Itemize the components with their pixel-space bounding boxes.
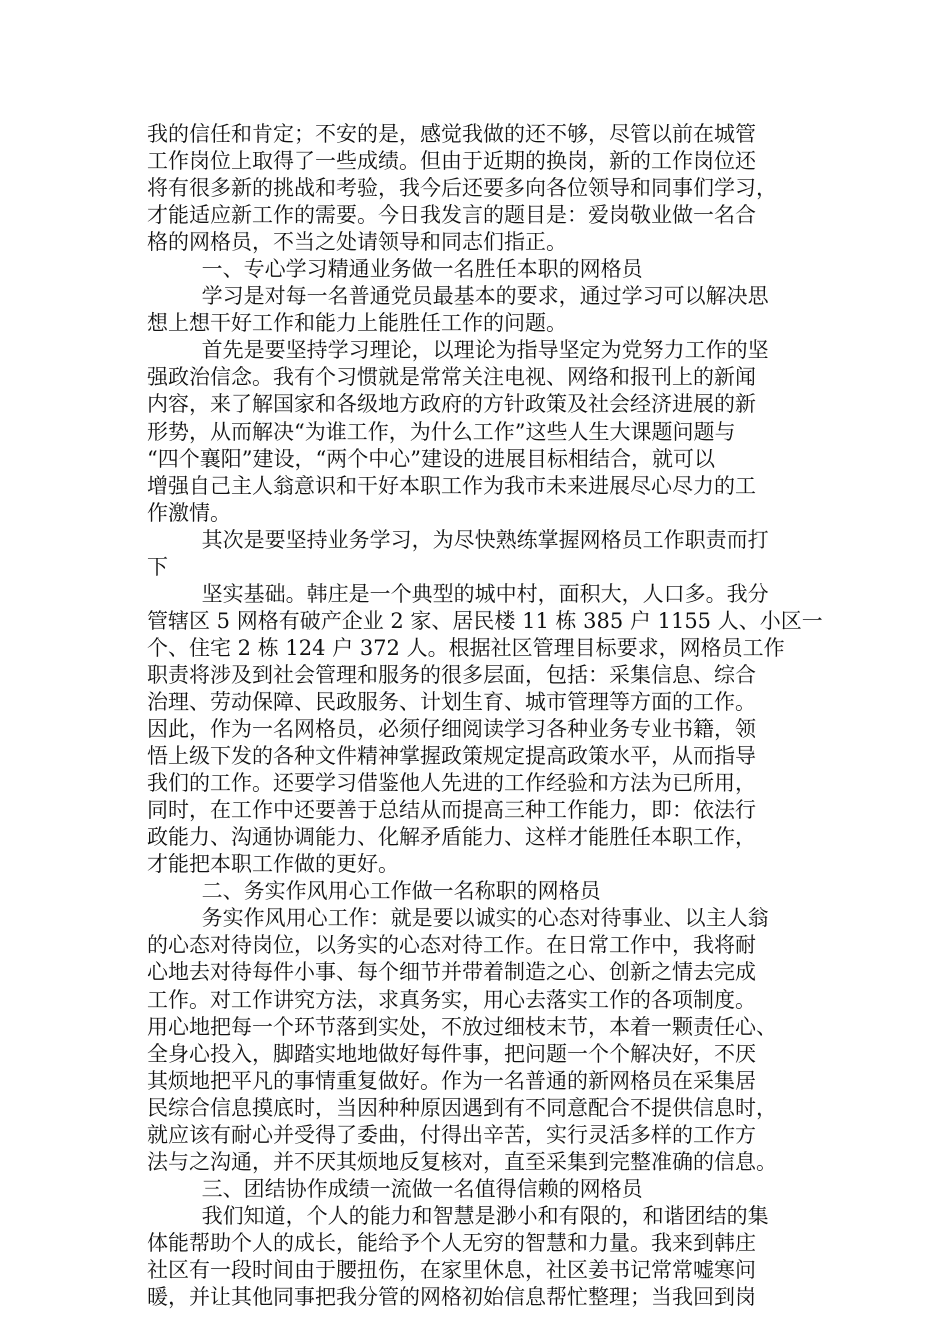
- text-line: 治理、劳动保障、民政服务、计划生育、城市管理等方面的工作。: [147, 689, 756, 714]
- text-line: 才能适应新工作的需要。今日我发言的题目是：爱岗敬业做一名合: [147, 203, 756, 228]
- text-line: 强政治信念。我有个习惯就是常常关注电视、网络和报刊上的新闻: [147, 365, 756, 390]
- text-line: 悟上级下发的各种文件精神掌握政策规定提高政策水平，从而指导: [147, 744, 756, 769]
- text-line: 管辖区 5 网格有破产企业 2 家、居民楼 11 栋 385 户 1155 人、小区一: [147, 608, 823, 633]
- paragraph: [147, 527, 807, 581]
- paragraph: [147, 878, 807, 905]
- text-line: 一、专心学习精通业务做一名胜任本职的网格员: [201, 257, 643, 282]
- text-line: 政能力、沟通协调能力、化解矛盾能力、这样才能胜任本职工作，: [147, 825, 756, 850]
- text-line: 就应该有耐心并受得了委曲，付得出辛苦，实行灵活多样的工作方: [147, 1122, 756, 1147]
- text-line: 个、住宅 2 栋 124 户 372 人。根据社区管理目标要求，网格员工作: [147, 635, 785, 660]
- paragraph: [147, 256, 807, 283]
- text-line: 形势，从而解决“为谁工作，为什么工作”这些人生大课题问题与: [147, 419, 736, 444]
- text-line: 民综合信息摸底时，当因种种原因遇到有不同意配合不提供信息时，: [147, 1095, 777, 1120]
- text-line: 工作。对工作讲究方法，求真务实，用心去落实工作的各项制度。: [147, 987, 756, 1012]
- text-line: 我们知道，个人的能力和智慧是渺小和有限的，和谐团结的集: [201, 1203, 769, 1228]
- text-line: 坚实基础。韩庄是一个典型的城中村，面积大，人口多。我分: [201, 581, 769, 606]
- text-line: 才能把本职工作做的更好。: [147, 852, 399, 877]
- paragraph: [147, 337, 807, 526]
- text-line: 务实作风用心工作：就是要以诚实的心态对待事业、以主人翁: [201, 906, 769, 931]
- text-line: 我们的工作。还要学习借鉴他人先进的工作经验和方法为已所用，: [147, 771, 756, 796]
- paragraph: [147, 905, 807, 1175]
- text-line: 同时，在工作中还要善于总结从而提高三种工作能力，即：依法行: [147, 798, 756, 823]
- text-line: 三、团结协作成绩一流做一名值得信赖的网格员: [201, 1176, 643, 1201]
- text-line: 想上想干好工作和能力上能胜任工作的问题。: [147, 311, 567, 336]
- document-body: [147, 121, 823, 1311]
- text-line: 暖，并让其他同事把我分管的网格初始信息帮忙整理；当我回到岗: [147, 1285, 756, 1310]
- text-line: 将有很多新的挑战和考验，我今后还要多向各位领导和同事们学习，: [147, 176, 777, 201]
- text-line: 法与之沟通，并不厌其烦地反复核对，直至采集到完整准确的信息。: [147, 1149, 777, 1174]
- text-line: 其烦地把平凡的事情重复做好。作为一名普通的新网格员在采集居: [147, 1068, 756, 1093]
- paragraph: [147, 283, 807, 337]
- text-line: 体能帮助个人的成长，能给予个人无穷的智慧和力量。我来到韩庄: [147, 1230, 756, 1255]
- text-line: 作激情。: [147, 500, 231, 525]
- paragraph: [147, 581, 823, 879]
- text-line: 职责将涉及到社会管理和服务的很多层面，包括：采集信息、综合: [147, 662, 756, 687]
- text-line: 学习是对每一名普通党员最基本的要求，通过学习可以解决思: [201, 284, 769, 309]
- text-line: 首先是要坚持学习理论，以理论为指导坚定为党努力工作的坚: [201, 338, 769, 363]
- text-line: 用心地把每一个环节落到实处，不放过细枝末节，本着一颗责任心、: [147, 1014, 777, 1039]
- text-line: 社区有一段时间由于腰扭伤，在家里休息，社区姜书记常常嘘寒问: [147, 1257, 756, 1282]
- text-line: 全身心投入，脚踏实地地做好每件事，把问题一个个解决好，不厌: [147, 1041, 756, 1066]
- paragraph: [147, 1203, 807, 1311]
- text-line: 心地去对待每件小事、每个细节并带着制造之心、创新之情去完成: [147, 960, 756, 985]
- text-line: 其次是要坚持业务学习，为尽快熟练掌握网格员工作职责而打: [201, 527, 769, 552]
- text-line: 增强自己主人翁意识和干好本职工作为我市未来进展尽心尽力的工: [147, 473, 756, 498]
- text-line: 因此，作为一名网格员，必须仔细阅读学习各种业务专业书籍，领: [147, 717, 756, 742]
- text-line: 二、务实作风用心工作做一名称职的网格员: [201, 879, 601, 904]
- text-line: 内容，来了解国家和各级地方政府的方针政策及社会经济进展的新: [147, 392, 756, 417]
- text-line: 的心态对待岗位，以务实的心态对待工作。在日常工作中，我将耐: [147, 933, 756, 958]
- text-line: 我的信任和肯定；不安的是，感觉我做的还不够，尽管以前在城管: [147, 122, 756, 146]
- text-line: “四个襄阳”建设，“两个中心”建设的进展目标相结合，就可以: [147, 446, 715, 471]
- paragraph: [147, 1176, 807, 1203]
- text-line: 格的网格员，不当之处请领导和同志们指正。: [147, 230, 567, 255]
- text-line: 工作岗位上取得了一些成绩。但由于近期的换岗，新的工作岗位还: [147, 149, 756, 174]
- paragraph: [147, 121, 807, 256]
- text-line: 下: [147, 554, 168, 579]
